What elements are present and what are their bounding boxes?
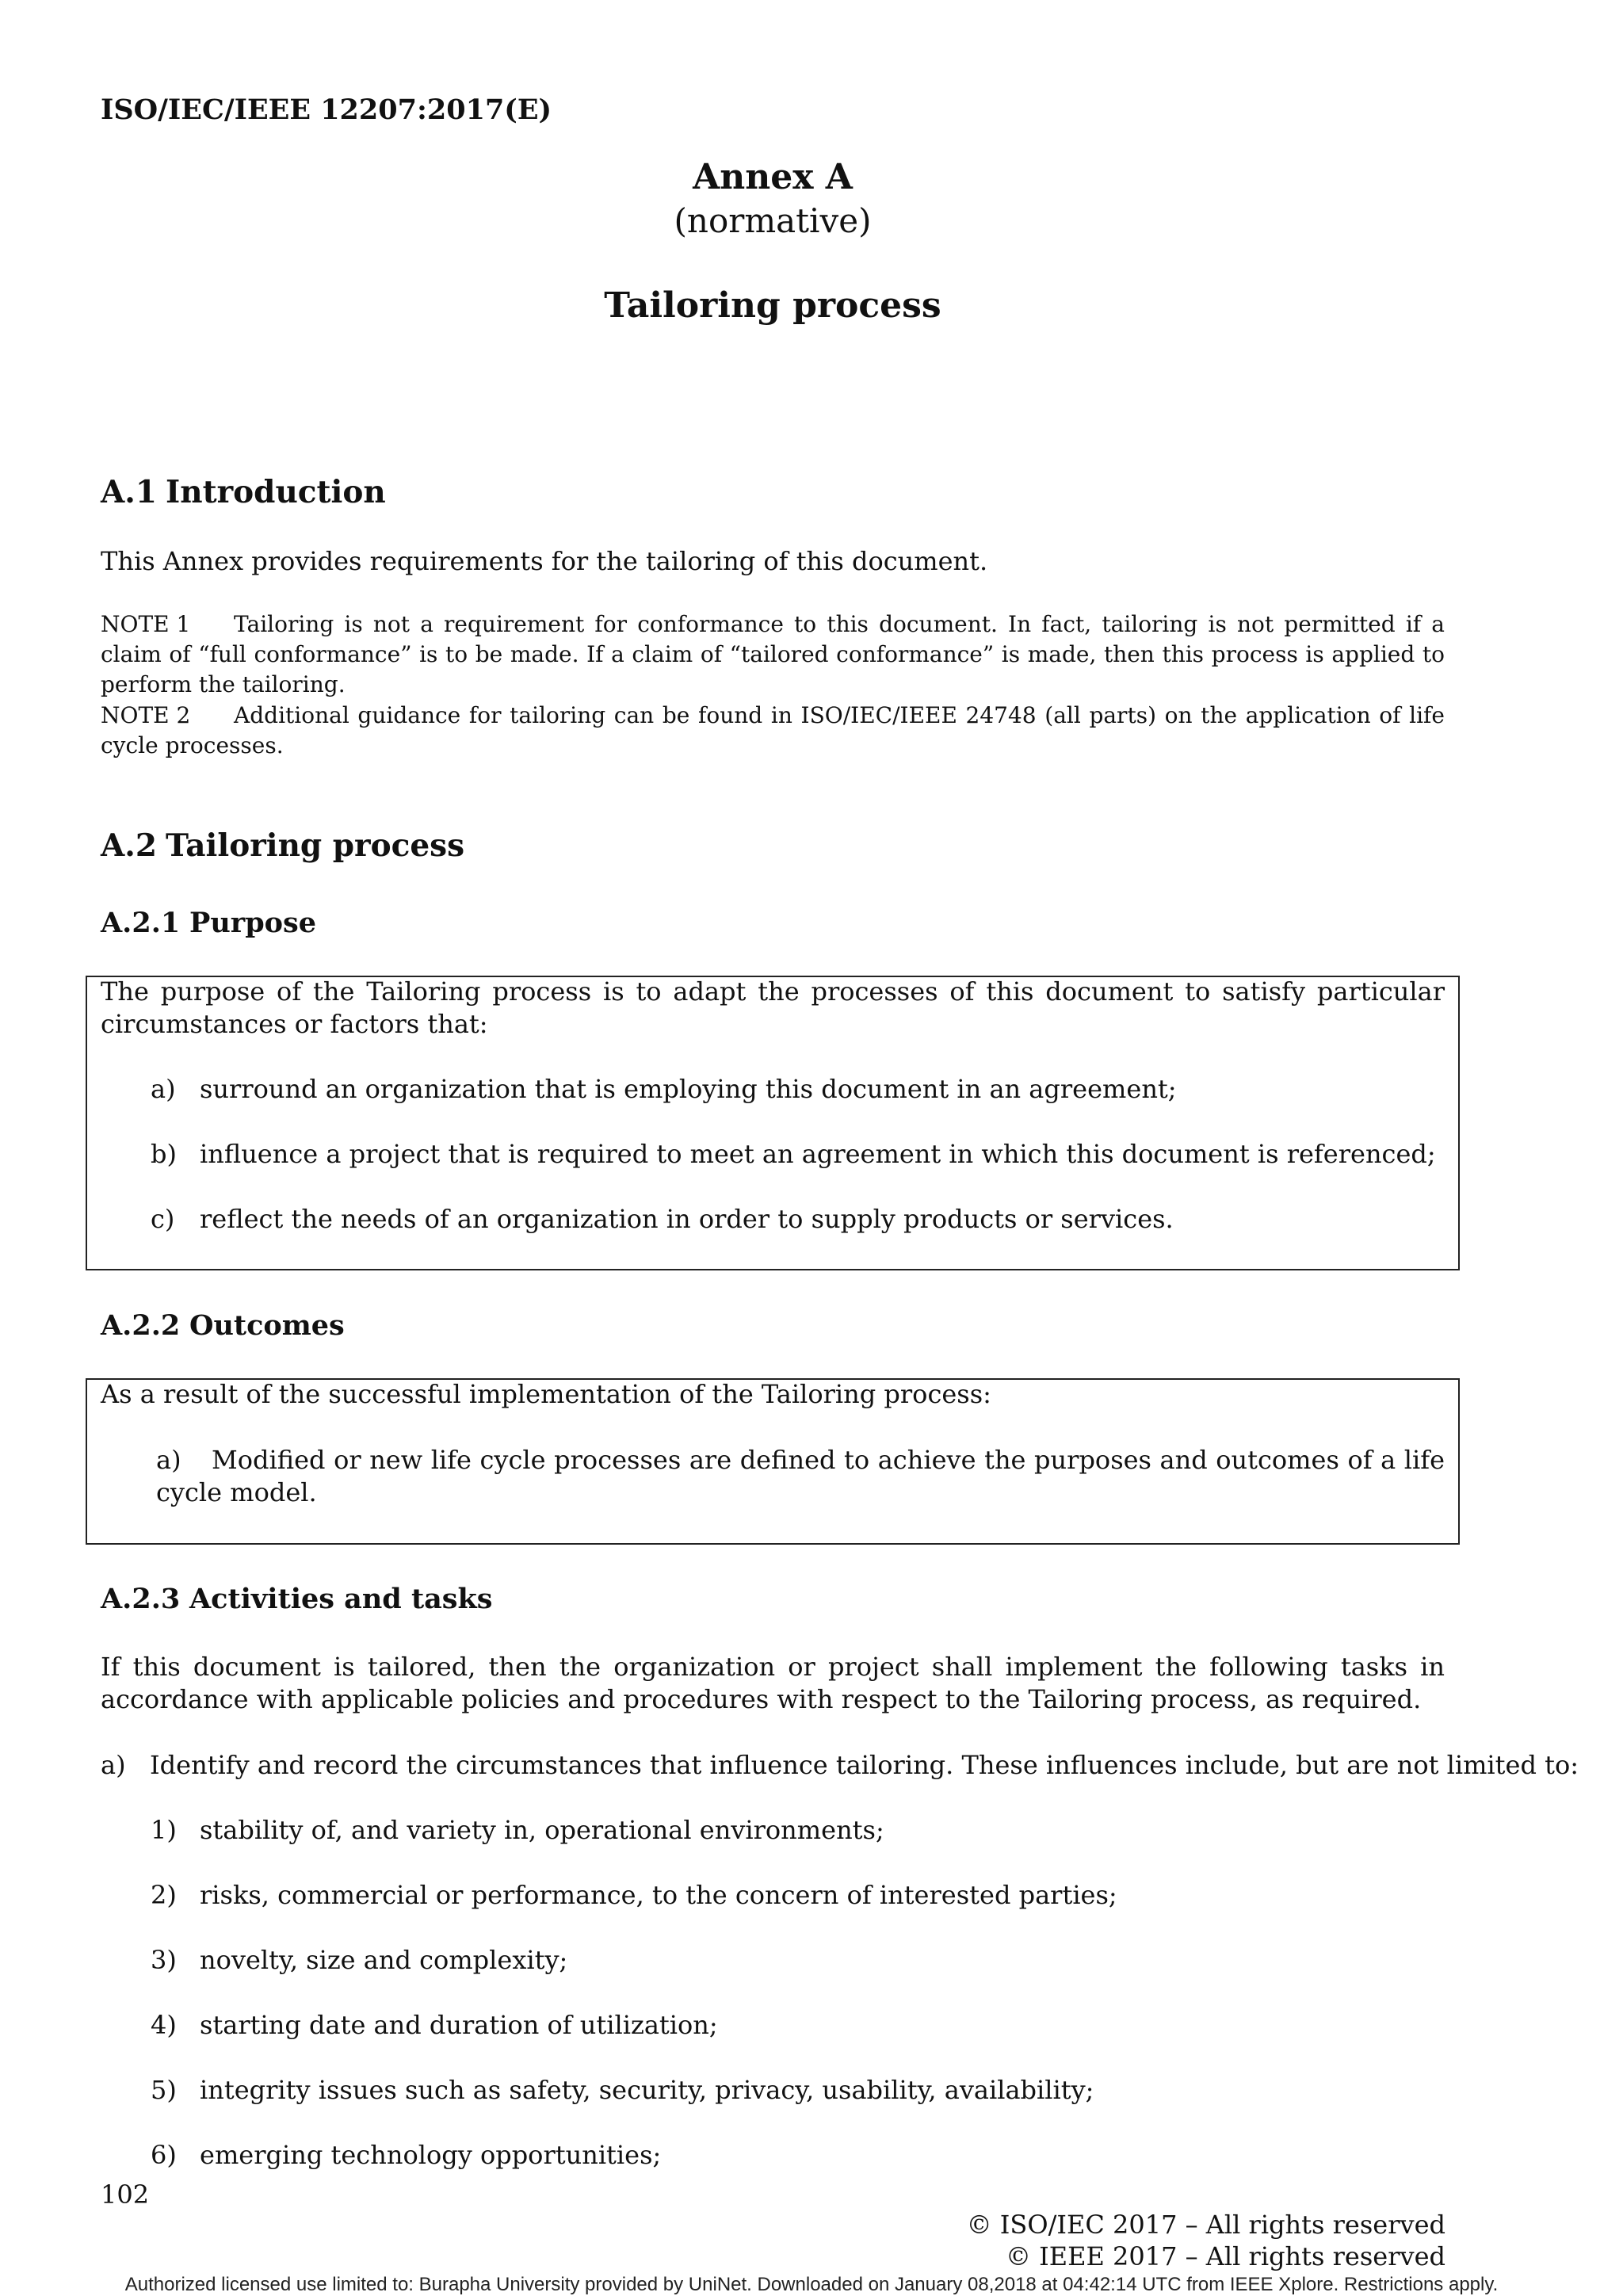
section-number: A.2.1: [101, 907, 181, 939]
item-text: emerging technology opportunities;: [200, 2140, 662, 2170]
section-title: Tailoring process: [166, 827, 465, 864]
item-marker: 2): [151, 1880, 177, 1910]
section-title: Outcomes: [189, 1309, 345, 1342]
activities-intro: If this document is tailored, then the organization or project shall implement the following tasks in accordance with applicable policies and procedures with respect to the Tailoring process, as required.: [101, 1652, 1445, 1714]
item-marker: 3): [151, 1945, 177, 1975]
purpose-item-c: [151, 1203, 1174, 1236]
subitem-2: [151, 1879, 1117, 1912]
section-a22-heading: [101, 1309, 345, 1342]
section-number: A.2.3: [101, 1583, 181, 1615]
purpose-item-b: [151, 1138, 1436, 1171]
item-marker: a): [156, 1445, 181, 1475]
note-2: [101, 701, 1445, 761]
note-text: Additional guidance for tailoring can be found in ISO/IEC/IEEE 24748 (all parts) on the application of life cycle processes.: [101, 702, 1445, 758]
note-text: Tailoring is not a requirement for conformance to this document. In fact, tailoring is not permitted if a claim of “full conformance” is to be made. If a claim of “tailored conformance” is made, then this process is applied to perform the tailoring.: [101, 611, 1445, 697]
item-marker: b): [151, 1139, 177, 1169]
copyright-ieee: © IEEE 2017 – All rights reserved: [1005, 2241, 1445, 2271]
section-number: A.2: [101, 827, 157, 864]
item-text: integrity issues such as safety, security, privacy, usability, availability;: [200, 2075, 1094, 2105]
item-marker: a): [151, 1074, 176, 1104]
section-title: Activities and tasks: [189, 1583, 493, 1615]
task-a: [101, 1749, 1579, 1782]
subitem-6: [151, 2139, 661, 2172]
license-notice: Authorized licensed use limited to: Burapha University provided by UniNet. Downloaded on January 08,2018 at 04:42:14 UTC from IEEE Xplore. Restrictions apply.: [124, 2274, 1499, 2295]
section-a2-heading: [101, 827, 464, 864]
section-number: A.1: [101, 474, 157, 510]
item-text: Identify and record the circumstances that influence tailoring. These influences include, but are not limited to:: [150, 1750, 1579, 1780]
item-marker: c): [151, 1204, 175, 1234]
note-label: NOTE 1: [101, 611, 191, 637]
document-id: ISO/IEC/IEEE 12207:2017(E): [101, 94, 552, 126]
purpose-item-a: [151, 1073, 1177, 1106]
subitem-1: [151, 1814, 884, 1847]
note-1: [101, 609, 1445, 700]
outcomes-intro: As a result of the successful implementation of the Tailoring process:: [101, 1379, 991, 1409]
item-marker: 5): [151, 2075, 177, 2105]
item-marker: 1): [151, 1815, 177, 1845]
subitem-5: [151, 2074, 1094, 2107]
page-number: 102: [101, 2179, 150, 2210]
item-marker: 4): [151, 2010, 177, 2040]
section-a23-heading: [101, 1583, 492, 1615]
item-text: surround an organization that is employing this document in an agreement;: [200, 1074, 1177, 1104]
item-marker: 6): [151, 2140, 177, 2170]
section-title: Introduction: [166, 474, 386, 510]
item-text: stability of, and variety in, operational environments;: [200, 1815, 884, 1845]
annex-heading: Tailoring process: [604, 285, 941, 326]
item-text: novelty, size and complexity;: [200, 1945, 568, 1975]
item-text: Modified or new life cycle processes are defined to achieve the purposes and outcomes of a life cycle model.: [156, 1445, 1445, 1507]
item-text: influence a project that is required to meet an agreement in which this document is referenced;: [200, 1139, 1436, 1169]
section-a21-heading: [101, 907, 316, 939]
item-text: risks, commercial or performance, to the concern of interested parties;: [200, 1880, 1117, 1910]
section-title: Purpose: [189, 907, 316, 939]
subitem-4: [151, 2009, 718, 2042]
subitem-3: [151, 1944, 567, 1977]
item-marker: a): [101, 1750, 126, 1780]
outcome-item-a: [156, 1444, 1445, 1509]
item-text: reflect the needs of an organization in order to supply products or services.: [200, 1204, 1174, 1234]
intro-paragraph: This Annex provides requirements for the tailoring of this document.: [101, 546, 988, 576]
note-label: NOTE 2: [101, 702, 191, 728]
section-a1-heading: [101, 474, 386, 510]
section-number: A.2.2: [101, 1309, 181, 1342]
purpose-intro: The purpose of the Tailoring process is to adapt the processes of this document to satisfy particular circumstances or factors that:: [101, 976, 1445, 1039]
item-text: starting date and duration of utilization;: [200, 2010, 718, 2040]
annex-type: (normative): [674, 201, 872, 240]
copyright-iso: © ISO/IEC 2017 – All rights reserved: [966, 2210, 1445, 2240]
annex-title: Annex A: [693, 157, 853, 197]
